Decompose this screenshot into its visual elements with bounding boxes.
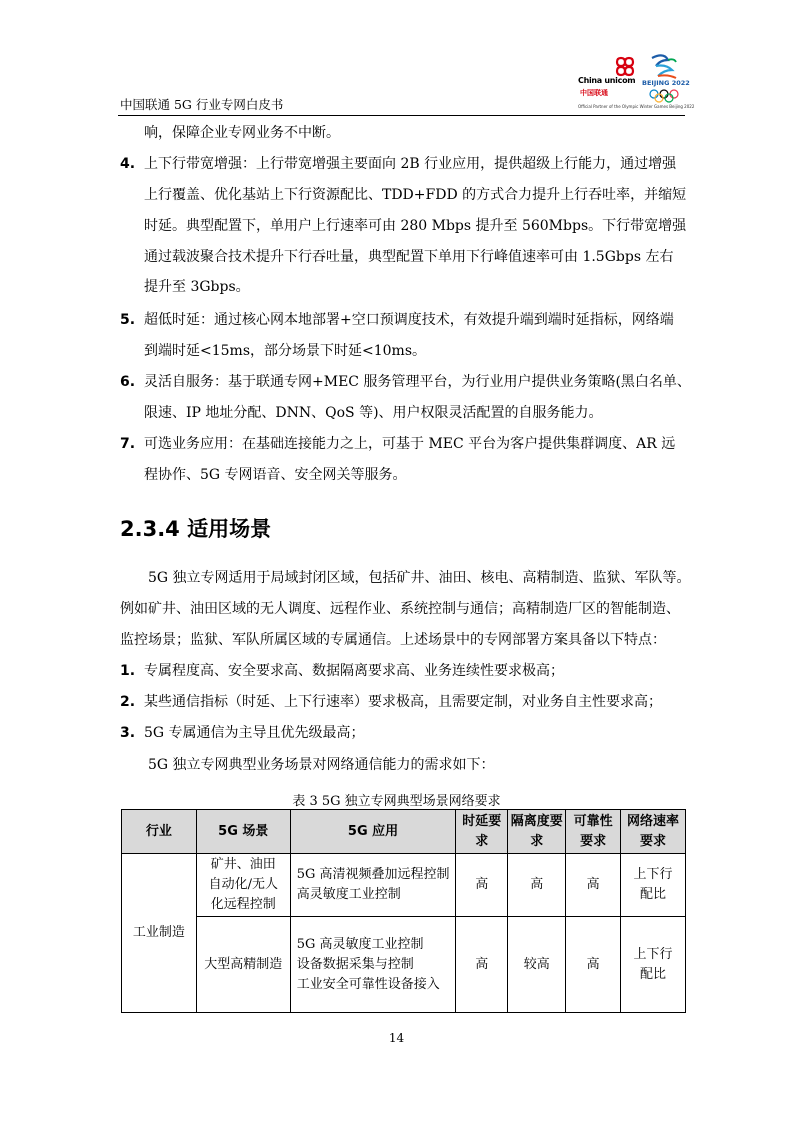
item-line: 上行覆盖、优化基站上下行资源配比、TDD+FDD 的方式合力提升上行吞吐率，并缩短 (144, 187, 687, 203)
application-line: 工业安全可靠性设备接入 (296, 976, 440, 992)
item-line: 时延。典型配置下，单用户上行速率可由 280 Mbps 提升至 560Mbps。下行带宽增强 (144, 218, 687, 234)
page-header-title: 中国联通 5G 行业专网白皮书 (120, 97, 284, 112)
item-number: 5. (120, 312, 136, 328)
scene-cell (196, 917, 290, 1013)
item-line: 提升至 3Gbps。 (144, 279, 250, 295)
paragraph-line: 例如矿井、油田区域的无人调度、远程作业、系统控制与通信；高精制造厂区的智能制造、 (120, 601, 680, 617)
item-line: 上下行带宽增强：上行带宽增强主要面向 2B 行业应用，提供超级上行能力，通过增强 (144, 156, 677, 172)
partner-caption: Official Partner of the Olympic Winter Games Beijing 2022 (578, 104, 695, 109)
item-line: 灵活自服务：基于联通专网+MEC 服务管理平台，为行业用户提供业务策略(黑白名单、 (144, 374, 691, 390)
unicom-knot-icon (612, 56, 638, 78)
header-cell: 网络速率要求 (621, 810, 686, 854)
item-line: 通过载波聚合技术提升下行吞吐量，典型配置下单用下行峰值速率可由 1.5Gbps 左右 (144, 249, 674, 265)
feature-text: 5G 专属通信为主导且优先级最高； (144, 725, 365, 741)
feature-number: 1. (120, 663, 136, 679)
feature-text: 某些通信指标（时延、上下行速率）要求极高，且需要定制，对业务自主性要求高； (144, 694, 662, 710)
item-line: 程协作、5G 专网语音、安全网关等服务。 (144, 467, 407, 483)
item-line: 限速、IP 地址分配、DNN、QoS 等)、用户权限灵活配置的自服务能力。 (144, 405, 603, 421)
reliability-cell: 高 (566, 854, 621, 917)
header-cell: 5G 应用 (290, 810, 456, 854)
beijing-2022-logo (642, 54, 690, 104)
network-requirements-table (121, 809, 686, 1013)
rate-line: 上下行 (633, 946, 673, 962)
paragraph-line: 监控场景；监狱、军队所属区域的专属通信。上述场景中的专网部署方案具备以下特点： (120, 632, 666, 648)
application-cell (290, 854, 456, 917)
scene-line: 矿井、油田 (210, 857, 276, 872)
feature-number: 3. (120, 725, 136, 741)
item-number: 7. (120, 436, 136, 452)
china-unicom-logo (578, 62, 640, 102)
isolation-cell: 较高 (508, 917, 566, 1013)
table-row (122, 854, 686, 917)
rate-cell (621, 917, 686, 1013)
header-rule (118, 115, 685, 116)
application-line: 5G 高清视频叠加远程控制 (296, 867, 450, 882)
item-line: 超低时延：通过核心网本地部署+空口预调度技术，有效提升端到端时延指标，网络端 (144, 312, 674, 328)
header-cell: 隔离度要求 (508, 810, 566, 854)
application-line: 5G 高灵敏度工业控制 (296, 936, 424, 952)
scene-cell (196, 854, 290, 917)
unicom-en-label: China unicom (578, 76, 636, 85)
item-line: 到端时延<15ms，部分场景下时延<10ms。 (144, 343, 427, 359)
beijing-2022-label: BEIJING 2022 (642, 79, 690, 87)
paragraph-line: 5G 独立专网适用于局域封闭区域，包括矿井、油田、核电、高精制造、监狱、军队等。 (148, 570, 691, 586)
paragraph-line: 5G 独立专网典型业务场景对网络通信能力的需求如下： (148, 757, 495, 773)
rate-line: 上下行 (633, 867, 673, 882)
application-cell (290, 917, 456, 1013)
feature-text: 专属程度高、安全要求高、数据隔离要求高、业务连续性要求极高； (144, 663, 564, 679)
application-line: 高灵敏度工业控制 (296, 887, 401, 902)
header-cell: 时延要求 (456, 810, 508, 854)
header-logos (576, 54, 695, 112)
item-line: 可选业务应用：在基础连接能力之上，可基于 MEC 平台为客户提供集群调度、AR 远 (144, 436, 676, 452)
winter-games-emblem-icon (642, 54, 686, 80)
unicom-cn-label: 中国联通 (580, 88, 608, 97)
rate-line: 配比 (640, 887, 667, 902)
table-header-row (122, 810, 686, 854)
item-number: 6. (120, 374, 136, 390)
feature-number: 2. (120, 694, 136, 710)
industry-cell: 工业制造 (122, 854, 197, 1013)
latency-cell: 高 (456, 917, 508, 1013)
header-cell: 可靠性要求 (566, 810, 621, 854)
application-line: 设备数据采集与控制 (296, 956, 414, 972)
reliability-cell: 高 (566, 917, 621, 1013)
table-caption: 表 3 5G 独立专网典型场景网络要求 (292, 794, 501, 809)
isolation-cell: 高 (508, 854, 566, 917)
rate-line: 配比 (640, 966, 667, 982)
latency-cell: 高 (456, 854, 508, 917)
scene-line: 大型高精制造 (204, 956, 283, 972)
continuation-line: 响，保障企业专网业务不中断。 (144, 125, 340, 141)
olympic-rings-icon (648, 89, 682, 103)
page-number: 14 (388, 1031, 405, 1045)
section-heading: 2.3.4 适用场景 (120, 517, 272, 541)
table-row (122, 917, 686, 1013)
item-number: 4. (120, 156, 136, 172)
header-cell: 行业 (122, 810, 197, 854)
header-cell: 5G 场景 (196, 810, 290, 854)
scene-line: 自动化/无人 (208, 877, 278, 892)
rate-cell (621, 854, 686, 917)
scene-line: 化远程控制 (210, 897, 276, 912)
